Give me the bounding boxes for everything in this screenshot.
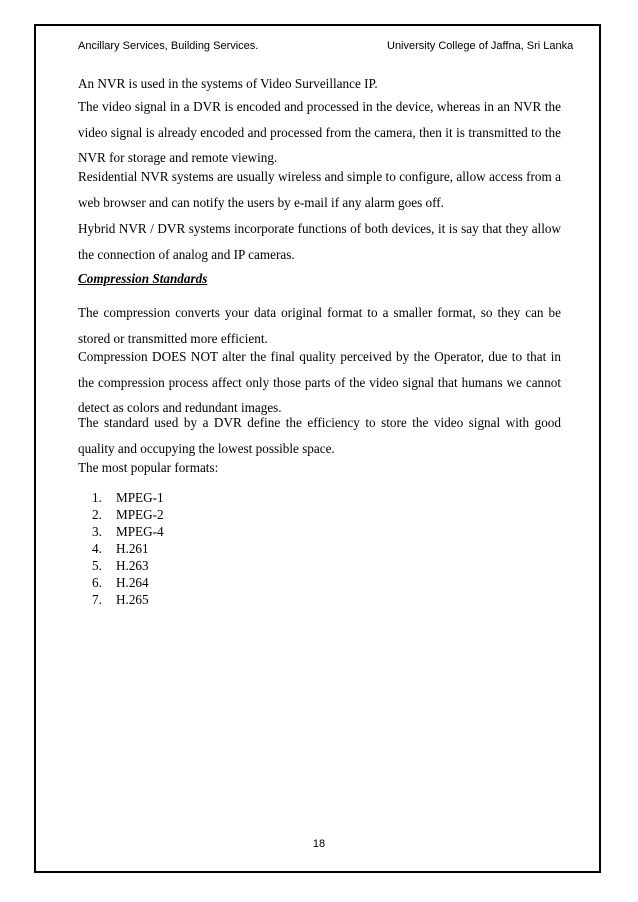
paragraph-residential-nvr: Residential NVR systems are usually wireless and simple to configure, allow access from a web browser and can notify the users by e-mail if any alarm goes off. xyxy=(78,169,561,210)
paragraph-dvr-vs-nvr: The video signal in a DVR is encoded and processed in the device, whereas in an NVR the video signal is already encoded and processed from the camera, then it is transmitted to the NVR for storage and remote viewing. xyxy=(78,99,561,165)
list-item: 6. H.264 xyxy=(92,575,149,590)
paragraph-hybrid-nvr: Hybrid NVR / DVR systems incorporate functions of both devices, it is say that they allow the connection of analog and IP cameras. xyxy=(78,221,561,262)
paragraph-compression-quality: Compression DOES NOT alter the final quality perceived by the Operator, due to that in the compression process affect only those parts of the video signal that humans we cannot detect as colors and redundant images. xyxy=(78,349,561,415)
paragraph-compression-intro: The compression converts your data original format to a smaller format, so they can be stored or transmitted more efficient. xyxy=(78,305,561,346)
list-item: 1. MPEG-1 xyxy=(92,490,164,505)
paragraph-nvr-intro: An NVR is used in the systems of Video Surveillance IP. xyxy=(78,76,378,91)
list-item: 4. H.261 xyxy=(92,541,149,556)
formats-list xyxy=(92,489,164,608)
header-right: University College of Jaffna, Sri Lanka xyxy=(387,40,574,52)
header-left: Ancillary Services, Building Services. xyxy=(78,40,259,52)
page-number: 18 xyxy=(312,838,326,850)
section-heading-compression: Compression Standards xyxy=(78,271,208,286)
list-item: 7. H.265 xyxy=(92,592,149,607)
paragraph-popular-formats: The most popular formats: xyxy=(78,460,219,475)
list-item: 3. MPEG-4 xyxy=(92,524,164,539)
paragraph-dvr-standard: The standard used by a DVR define the efficiency to store the video signal with good quality and occupying the lowest possible space. xyxy=(78,415,561,456)
list-item: 5. H.263 xyxy=(92,558,149,573)
list-item: 2. MPEG-2 xyxy=(92,507,164,522)
